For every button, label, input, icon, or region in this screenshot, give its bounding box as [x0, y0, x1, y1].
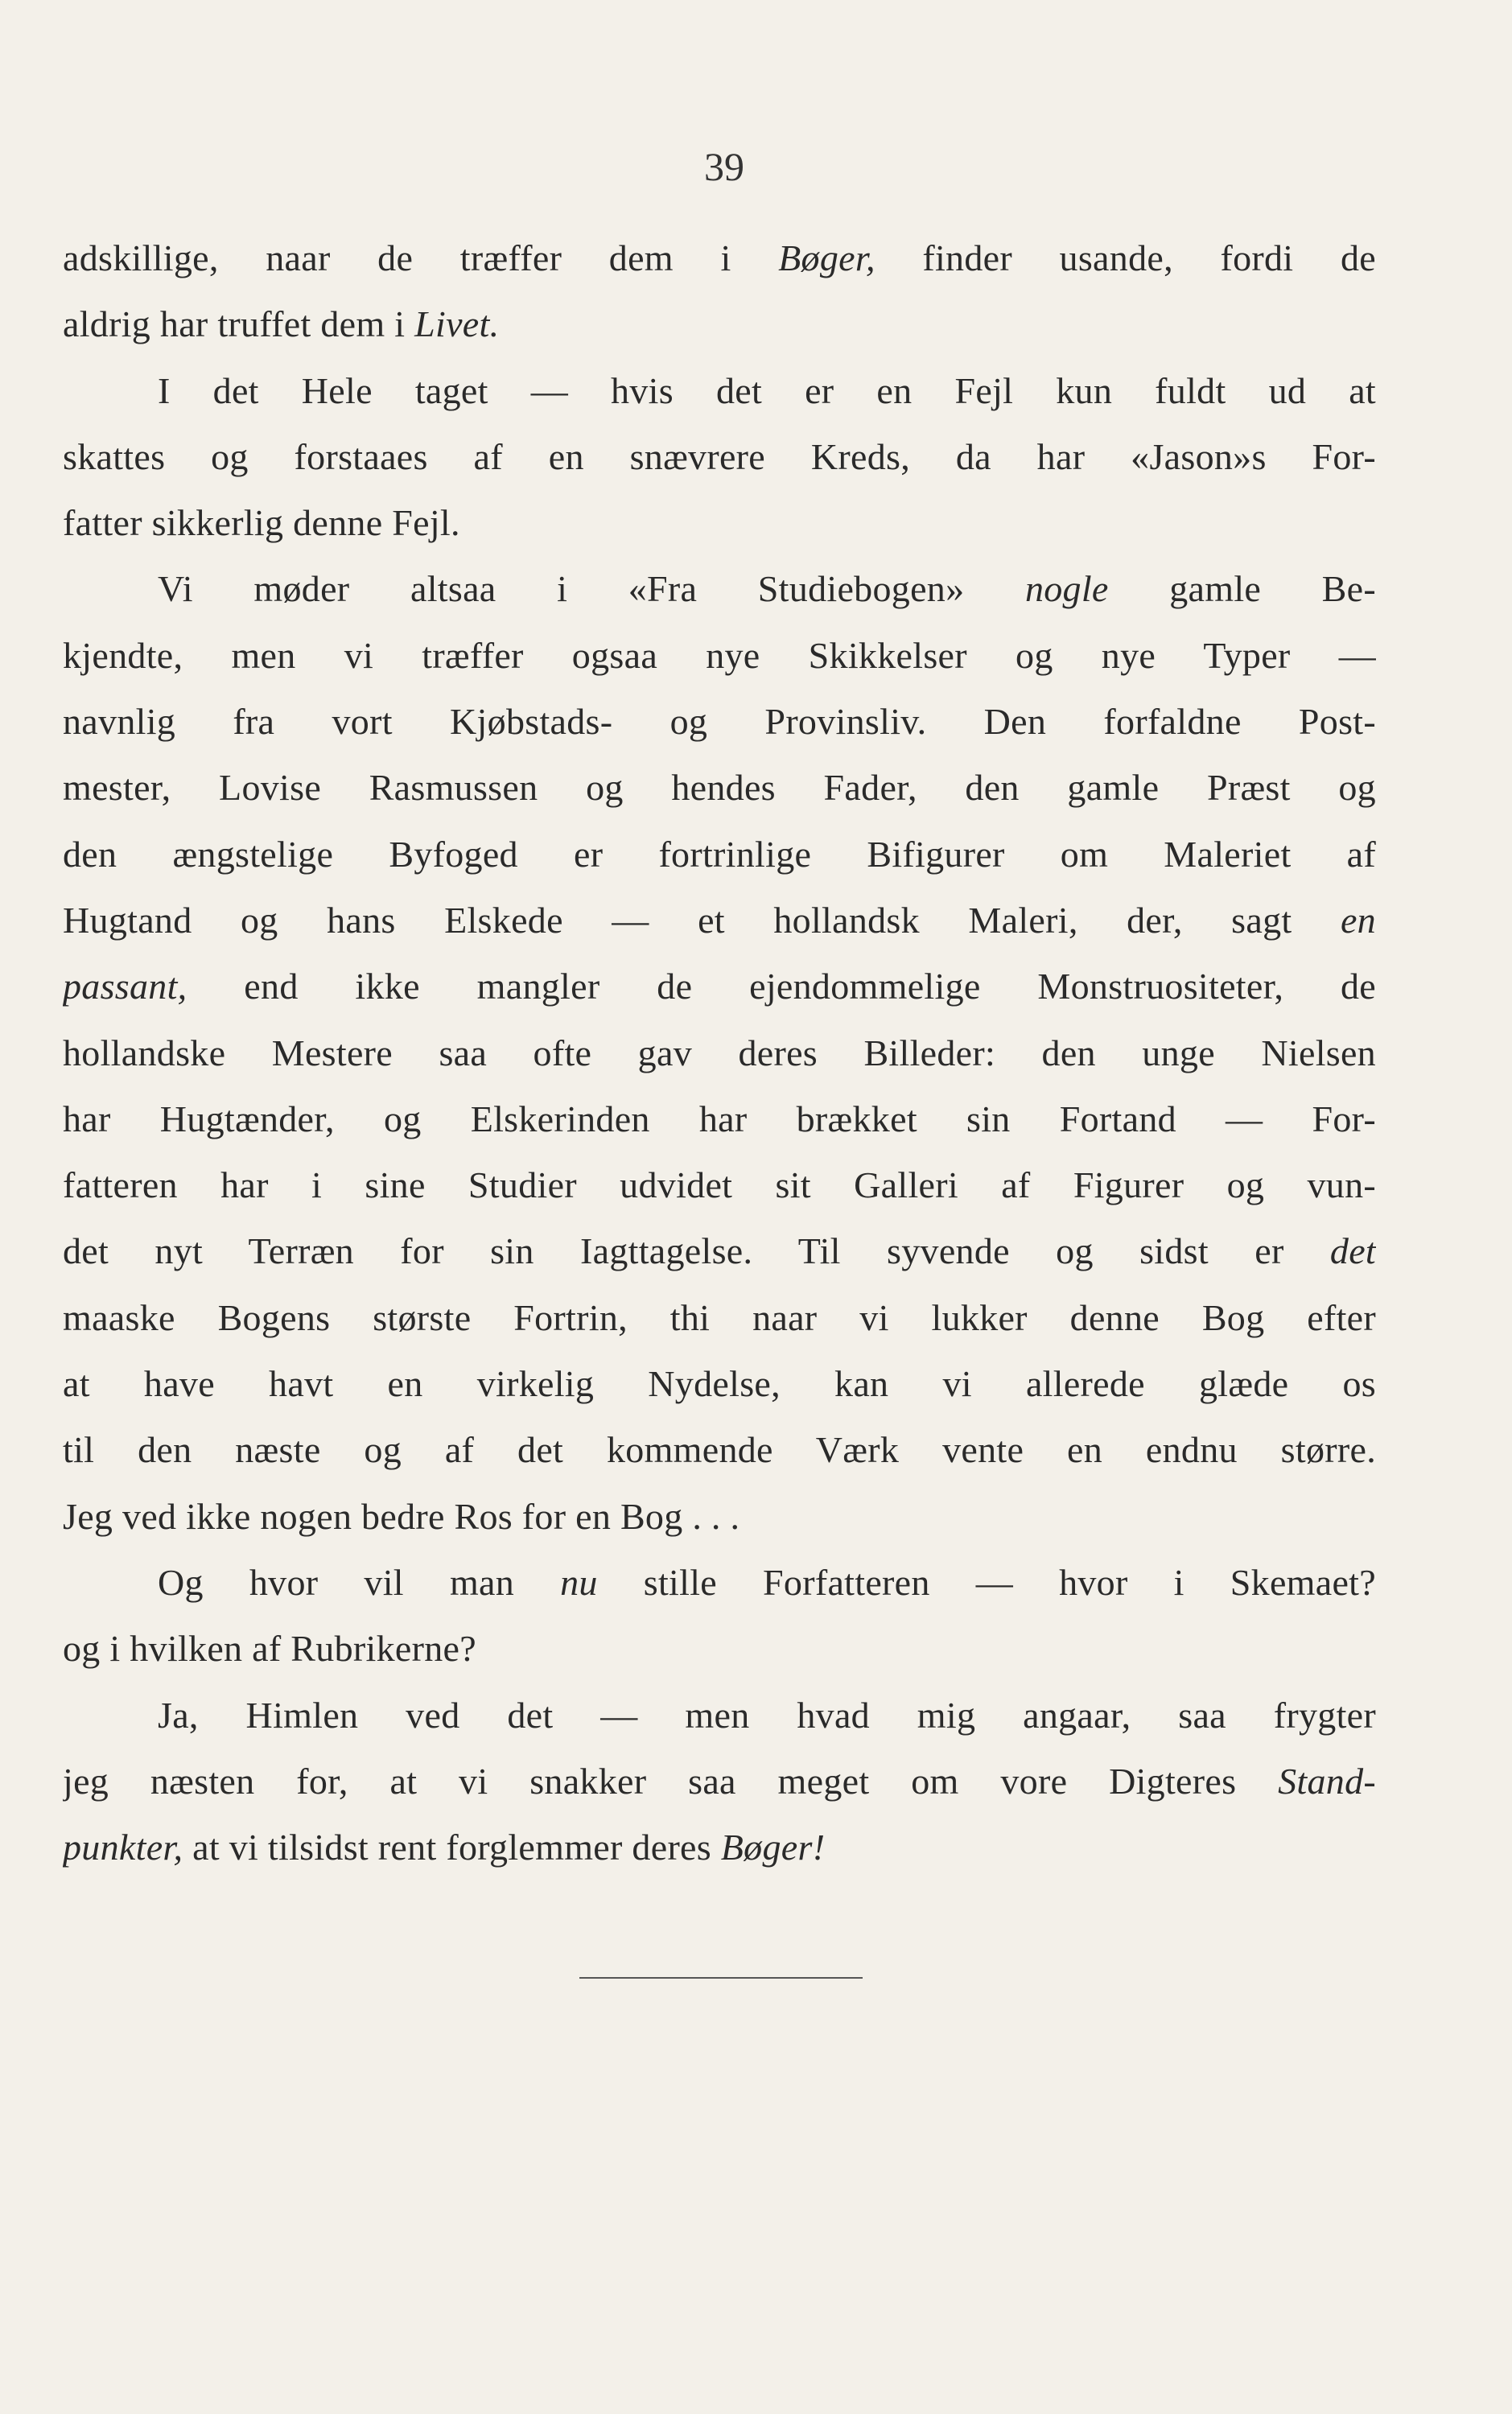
text-line: [63, 888, 1376, 954]
text-line: [63, 1484, 1376, 1550]
text-segment: stille Forfatteren — hvor i Skemaet?: [597, 1561, 1376, 1603]
text-segment: navnlig fra vort Kjøbstads- og Provinsliv. Den forfaldne Post-: [63, 701, 1376, 743]
text-segment: at vi tilsidst rent forglemmer deres: [183, 1827, 721, 1868]
italic-segment: punkter,: [63, 1827, 183, 1868]
italic-segment: Stand-: [1278, 1760, 1376, 1802]
text-segment: det nyt Terræn for sin Iagttagelse. Til syvende og sidst er: [63, 1230, 1330, 1272]
text-line: [63, 1749, 1376, 1815]
text-line: [63, 623, 1376, 689]
text-line: [63, 1218, 1376, 1284]
text-line: [63, 1550, 1376, 1616]
text-segment: Hugtand og hans Elskede — et hollandsk Maleri, der, sagt: [63, 899, 1341, 941]
italic-segment: nu: [560, 1561, 598, 1603]
italic-segment: nogle: [1024, 568, 1109, 610]
text-segment: hollandske Mestere saa ofte gav deres Billeder: den unge Nielsen: [63, 1032, 1376, 1073]
text-line: [63, 1152, 1376, 1218]
body-text: [63, 225, 1376, 1881]
text-segment: den ængstelige Byfoged er fortrinlige Bifigurer om Maleriet af: [63, 833, 1376, 875]
text-segment: mester, Lovise Rasmussen og hendes Fader, den gamle Præst og: [63, 767, 1376, 809]
text-line: [63, 358, 1376, 424]
text-segment: til den næste og af det kommende Værk vente en endnu større.: [63, 1429, 1376, 1471]
text-line: [63, 1285, 1376, 1351]
text-segment: end ikke mangler de ejendommelige Monstruositeter, de: [187, 966, 1376, 1007]
text-segment: Vi møder altsaa i «Fra Studiebogen»: [158, 568, 1025, 610]
italic-segment: Bøger!: [720, 1827, 826, 1868]
italic-segment: en: [1340, 899, 1376, 941]
text-line: [63, 1616, 1376, 1682]
text-segment: Jeg ved ikke nogen bedre Ros for en Bog . . .: [63, 1495, 740, 1537]
text-line: [63, 1683, 1376, 1749]
text-segment: Og hvor vil man: [158, 1561, 561, 1603]
text-segment: I det Hele taget — hvis det er en Fejl kun fuldt ud at: [158, 369, 1376, 411]
italic-segment: Bøger,: [778, 237, 875, 278]
text-line: [63, 822, 1376, 888]
text-line: [63, 689, 1376, 755]
text-line: [63, 424, 1376, 490]
italic-segment: det: [1329, 1230, 1376, 1272]
end-rule: [579, 1977, 863, 1979]
text-segment: jeg næsten for, at vi snakker saa meget om vore Digteres: [63, 1760, 1279, 1802]
text-segment: har Hugtænder, og Elskerinden har brækket sin Fortand — For-: [63, 1098, 1376, 1139]
page-number: 39: [704, 144, 744, 189]
text-line: [63, 954, 1376, 1020]
text-segment: og i hvilken af Rubrikerne?: [63, 1628, 476, 1670]
italic-segment: passant,: [63, 966, 187, 1007]
text-segment: Ja, Himlen ved det — men hvad mig angaar, saa frygter: [158, 1694, 1376, 1736]
text-segment: at have havt en virkelig Nydelse, kan vi allerede glæde os: [63, 1363, 1376, 1405]
text-segment: kjendte, men vi træffer ogsaa nye Skikkelser og nye Typer —: [63, 634, 1376, 676]
text-segment: skattes og forstaaes af en snævrere Kreds, da har «Jason»s For-: [63, 435, 1376, 477]
text-segment: aldrig har truffet dem i: [63, 303, 415, 345]
text-line: [63, 225, 1376, 291]
text-line: [63, 556, 1376, 622]
text-line: [63, 755, 1376, 821]
text-line: [63, 1417, 1376, 1483]
text-line: [63, 291, 1376, 357]
text-segment: finder usande, fordi de: [875, 237, 1376, 278]
text-line: [63, 1020, 1376, 1086]
text-line: [63, 1815, 1376, 1881]
text-segment: gamle Be-: [1108, 568, 1376, 610]
text-line: [63, 1086, 1376, 1152]
text-line: [63, 490, 1376, 556]
text-segment: maaske Bogens største Fortrin, thi naar vi lukker denne Bog efter: [63, 1296, 1376, 1338]
text-line: [63, 1351, 1376, 1417]
text-segment: fatteren har i sine Studier udvidet sit Galleri af Figurer og vun-: [63, 1164, 1376, 1206]
italic-segment: Livet.: [414, 303, 500, 345]
text-segment: adskillige, naar de træffer dem i: [63, 237, 779, 278]
text-segment: fatter sikkerlig denne Fejl.: [63, 502, 460, 544]
